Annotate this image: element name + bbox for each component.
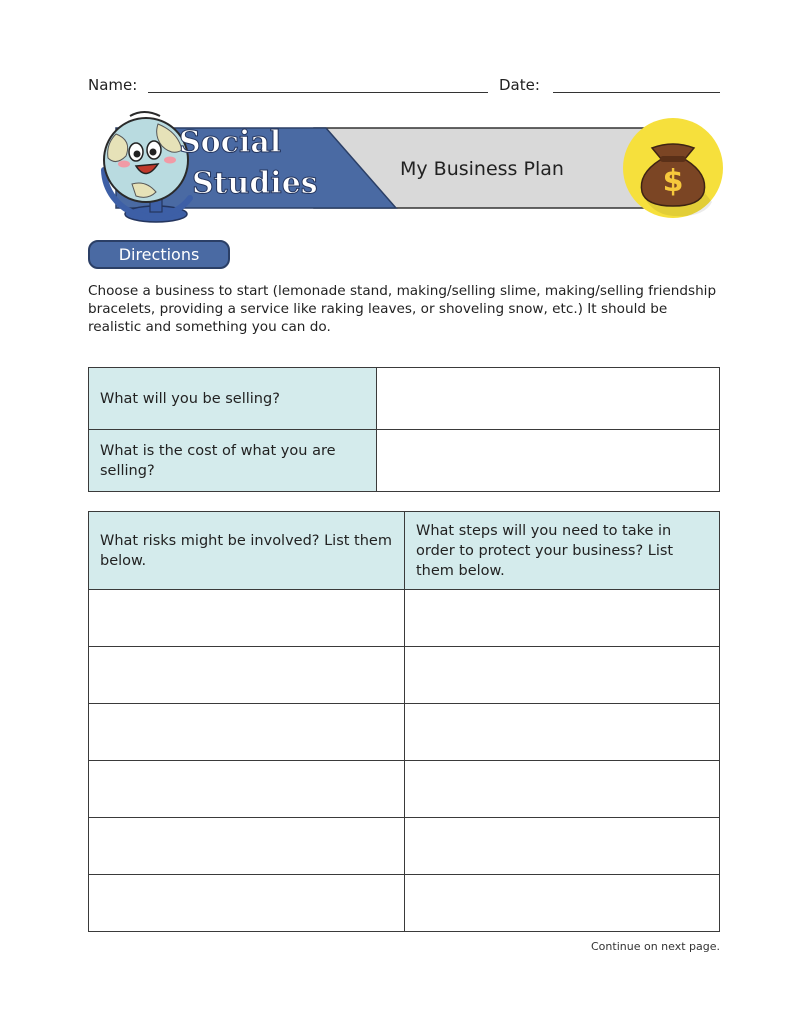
date-label: Date: <box>499 76 540 94</box>
risk-cell[interactable] <box>89 818 405 875</box>
step-cell[interactable] <box>405 818 720 875</box>
risk-cell[interactable] <box>89 590 405 647</box>
table-row <box>89 875 720 932</box>
table-row <box>89 647 720 704</box>
question-cell: What will you be selling? <box>89 368 377 430</box>
subject-banner <box>86 110 726 230</box>
name-date-row <box>88 76 720 98</box>
header-row <box>89 512 720 590</box>
continue-note: Continue on next page. <box>591 940 720 953</box>
step-cell[interactable] <box>405 647 720 704</box>
step-cell[interactable] <box>405 704 720 761</box>
risks-steps-table <box>88 511 720 932</box>
table-row <box>89 368 720 430</box>
answer-cell[interactable] <box>377 368 720 430</box>
risks-header: What risks might be involved? List them below. <box>89 512 405 590</box>
risk-cell[interactable] <box>89 704 405 761</box>
answer-cell[interactable] <box>377 430 720 492</box>
business-info-table <box>88 367 720 492</box>
banner-title: My Business Plan <box>400 158 564 180</box>
question-cell: What is the cost of what you are selling? <box>89 430 377 492</box>
risk-cell[interactable] <box>89 875 405 932</box>
subject-line2: Studies <box>192 166 318 201</box>
table-row <box>89 818 720 875</box>
step-cell[interactable] <box>405 875 720 932</box>
steps-header: What steps will you need to take in order to protect your business? List them below. <box>405 512 720 590</box>
table-row <box>89 590 720 647</box>
date-field[interactable] <box>553 92 720 93</box>
directions-label: Directions <box>88 240 230 269</box>
name-label: Name: <box>88 76 138 94</box>
table-row <box>89 704 720 761</box>
money-symbol: $ <box>662 164 684 199</box>
risk-cell[interactable] <box>89 761 405 818</box>
step-cell[interactable] <box>405 590 720 647</box>
directions-text: Choose a business to start (lemonade stand, making/selling slime, making/selling friendship bracelets, providing a service like raking leaves, or shoveling snow, etc.) It should be realistic and something you can do. <box>88 283 717 336</box>
step-cell[interactable] <box>405 761 720 818</box>
table-row <box>89 430 720 492</box>
subject-line1: Social <box>179 125 282 160</box>
banner-graphic <box>86 110 726 230</box>
risk-cell[interactable] <box>89 647 405 704</box>
name-field[interactable] <box>148 92 488 93</box>
table-row <box>89 761 720 818</box>
